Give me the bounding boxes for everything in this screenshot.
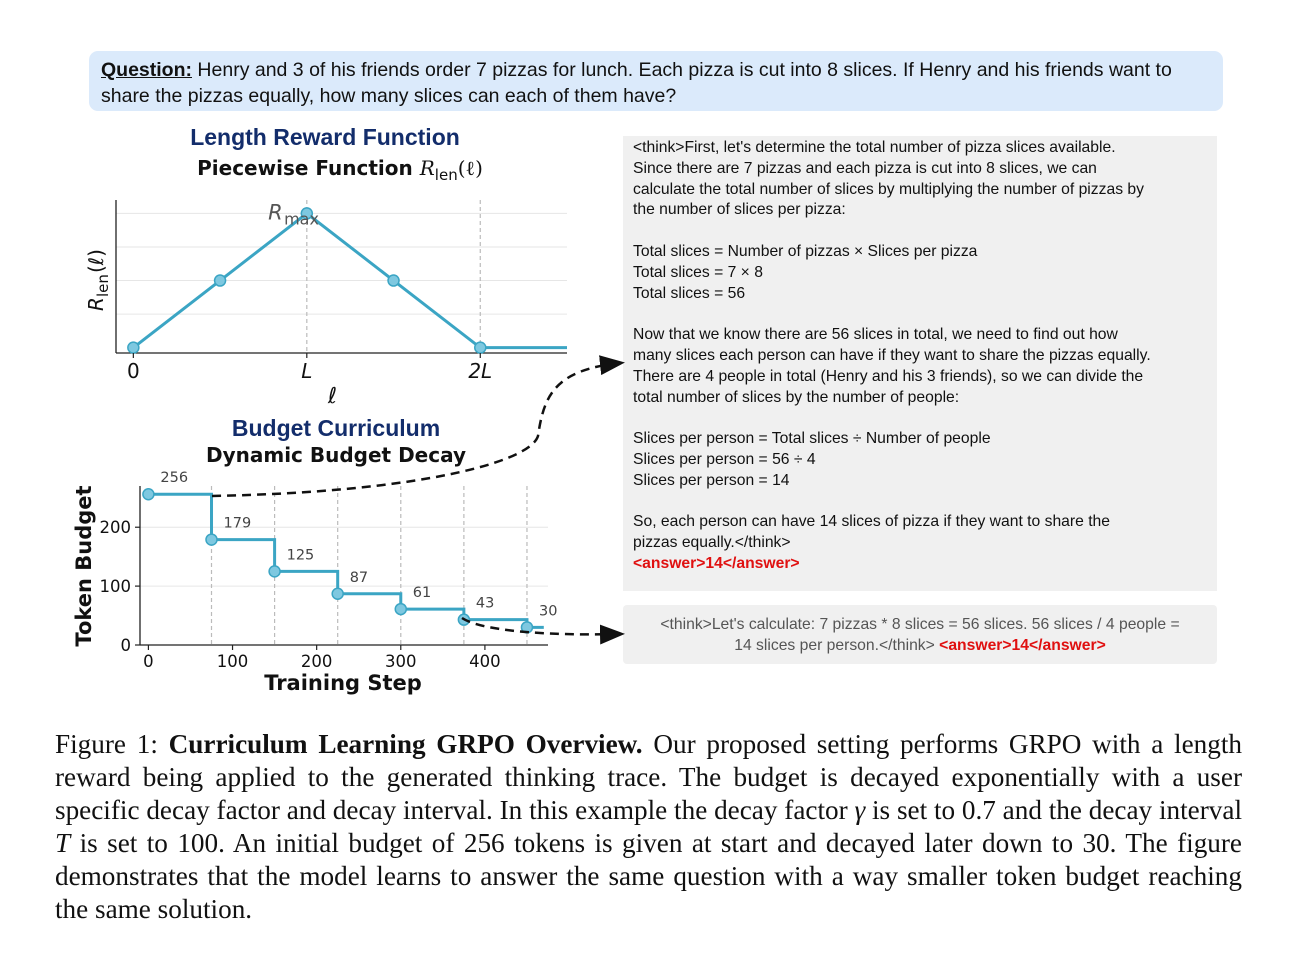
- caption-sentence-2: is set to 0.7 and the decay interval: [872, 795, 1242, 825]
- long-response-line: There are 4 people in total (Henry and his 3 friends), so we can divide the: [633, 367, 1144, 385]
- x-axis-label: Training Step: [264, 671, 422, 695]
- x-tick-label: 400: [469, 652, 501, 671]
- caption-sentence-3: is set to 100. An initial budget of 256 tokens is given at start and decayed later down to 30. The figure demonstrates that the model learns to answer the same question with a way smaller token budget reaching the same solution.: [55, 828, 1242, 924]
- budget-point: [206, 534, 217, 545]
- x-tick-label: 200: [300, 652, 333, 671]
- long-response-line: <think>First, let's determine the total number of pizza slices available.: [633, 139, 1116, 156]
- budget-data-label: 30: [538, 603, 558, 620]
- y-axis-label-arg: (ℓ): [84, 249, 108, 273]
- question-label: Question:: [101, 59, 192, 81]
- long-response-line: So, each person can have 14 slices of pizza if they want to share the: [633, 513, 1111, 531]
- budget-point: [458, 614, 469, 625]
- budget-data-label: 125: [286, 547, 315, 564]
- long-response-line: Now that we know there are 56 slices in total, we need to find out how: [633, 326, 1118, 344]
- long-response-line: Slices per person = 56 ÷ 4: [633, 450, 816, 468]
- long-response-line: calculate the total number of slices by multiplying the number of pizzas by: [633, 180, 1144, 198]
- budget-data-label: 43: [475, 595, 495, 612]
- short-response-line2: 14 slices per person.</think>: [734, 636, 935, 654]
- caption-gamma: γ: [854, 795, 866, 825]
- long-response-line: total number of slices by the number of people:: [633, 388, 960, 406]
- rmax-annotation: R: [268, 200, 283, 225]
- short-response-line1: <think>Let's calculate: 7 pizzas * 8 slices = 56 slices. 56 slices / 4 people =: [660, 616, 1180, 633]
- budget-data-label: 179: [223, 515, 252, 532]
- piecewise-title-sub: len: [434, 166, 458, 184]
- x-tick-label: 2L: [468, 359, 493, 383]
- long-response-line: Total slices = Number of pizzas × Slices per pizza: [633, 242, 978, 260]
- piecewise-title-math: R: [419, 156, 435, 180]
- reward-point: [128, 342, 139, 353]
- rmax-annotation-sub: max: [284, 209, 319, 229]
- y-axis-label-sub: len: [94, 274, 112, 297]
- long-response-line: Since there are 7 pizzas and each pizza is cut into 8 slices, we can: [633, 159, 1097, 177]
- caption-T: T: [55, 828, 71, 858]
- long-response-line: many slices each person can have if they want to share the pizzas equally.: [633, 346, 1151, 364]
- long-response-answer: <answer>14</answer>: [633, 554, 800, 572]
- budget-decay-chart: [72, 470, 557, 695]
- long-response-line: Slices per person = 14: [633, 471, 790, 489]
- reward-point: [215, 275, 226, 286]
- x-tick-label: L: [301, 359, 313, 383]
- x-axis-label: ℓ: [327, 384, 338, 409]
- budget-data-label: 61: [412, 585, 432, 602]
- budget-point: [332, 588, 343, 599]
- caption-sentence-1: Our proposed setting performs GRPO with a length reward being applied to the generated thinking trace. The budget is decayed exponentially with a user specific decay factor and decay interval. In this example the decay factor: [55, 729, 1243, 825]
- y-axis-label: Token Budget: [72, 485, 96, 647]
- budget-data-label: 256: [160, 470, 189, 487]
- long-response-line: the number of slices per pizza:: [633, 201, 846, 219]
- long-response-line: Total slices = 56: [633, 284, 746, 302]
- short-response-box: [623, 605, 1217, 664]
- y-tick-label: 100: [99, 577, 131, 597]
- x-tick-label: 100: [216, 652, 249, 671]
- y-axis-label: R: [84, 297, 108, 311]
- long-response-line: pizzas equally.</think>: [633, 534, 791, 552]
- reward-point: [388, 275, 399, 286]
- caption-title: Curriculum Learning GRPO Overview.: [168, 729, 643, 759]
- long-response-line: Slices per person = Total slices ÷ Number of people: [633, 430, 991, 448]
- reward-point: [475, 342, 486, 353]
- long-response-line: Total slices = 7 × 8: [633, 263, 763, 281]
- figure-caption: [55, 728, 1242, 926]
- piecewise-title-arg: (ℓ): [457, 156, 483, 180]
- caption-prefix: Figure 1:: [55, 729, 158, 759]
- y-tick-label: 200: [99, 518, 131, 538]
- budget-point: [521, 622, 532, 633]
- budget-chart-title: Dynamic Budget Decay: [205, 443, 467, 467]
- piecewise-chart: [84, 200, 567, 409]
- budget-data-label: 87: [349, 569, 369, 586]
- charts-svg: [0, 0, 620, 720]
- y-tick-label: 0: [120, 636, 131, 655]
- x-tick-label: 0: [143, 652, 154, 671]
- budget-curriculum-section-title: Budget Curriculum: [231, 415, 441, 441]
- budget-point: [395, 604, 406, 615]
- budget-point: [143, 489, 154, 500]
- long-response-box: [623, 136, 1217, 591]
- y-axis-label-group: [84, 249, 112, 311]
- x-tick-label: 300: [385, 652, 417, 671]
- budget-point: [269, 566, 280, 577]
- question-text: Henry and 3 of his friends order 7 pizzas for lunch. Each pizza is cut into 8 slices. If Henry and his friends want to share the pizzas equally, how many slices can each of them have?: [101, 59, 1172, 107]
- piecewise-chart-title-text: Piecewise Function: [197, 156, 413, 180]
- short-response-answer: <answer>14</answer>: [939, 636, 1106, 654]
- x-tick-label: 0: [126, 359, 140, 383]
- length-reward-section-title: Length Reward Function: [190, 124, 460, 150]
